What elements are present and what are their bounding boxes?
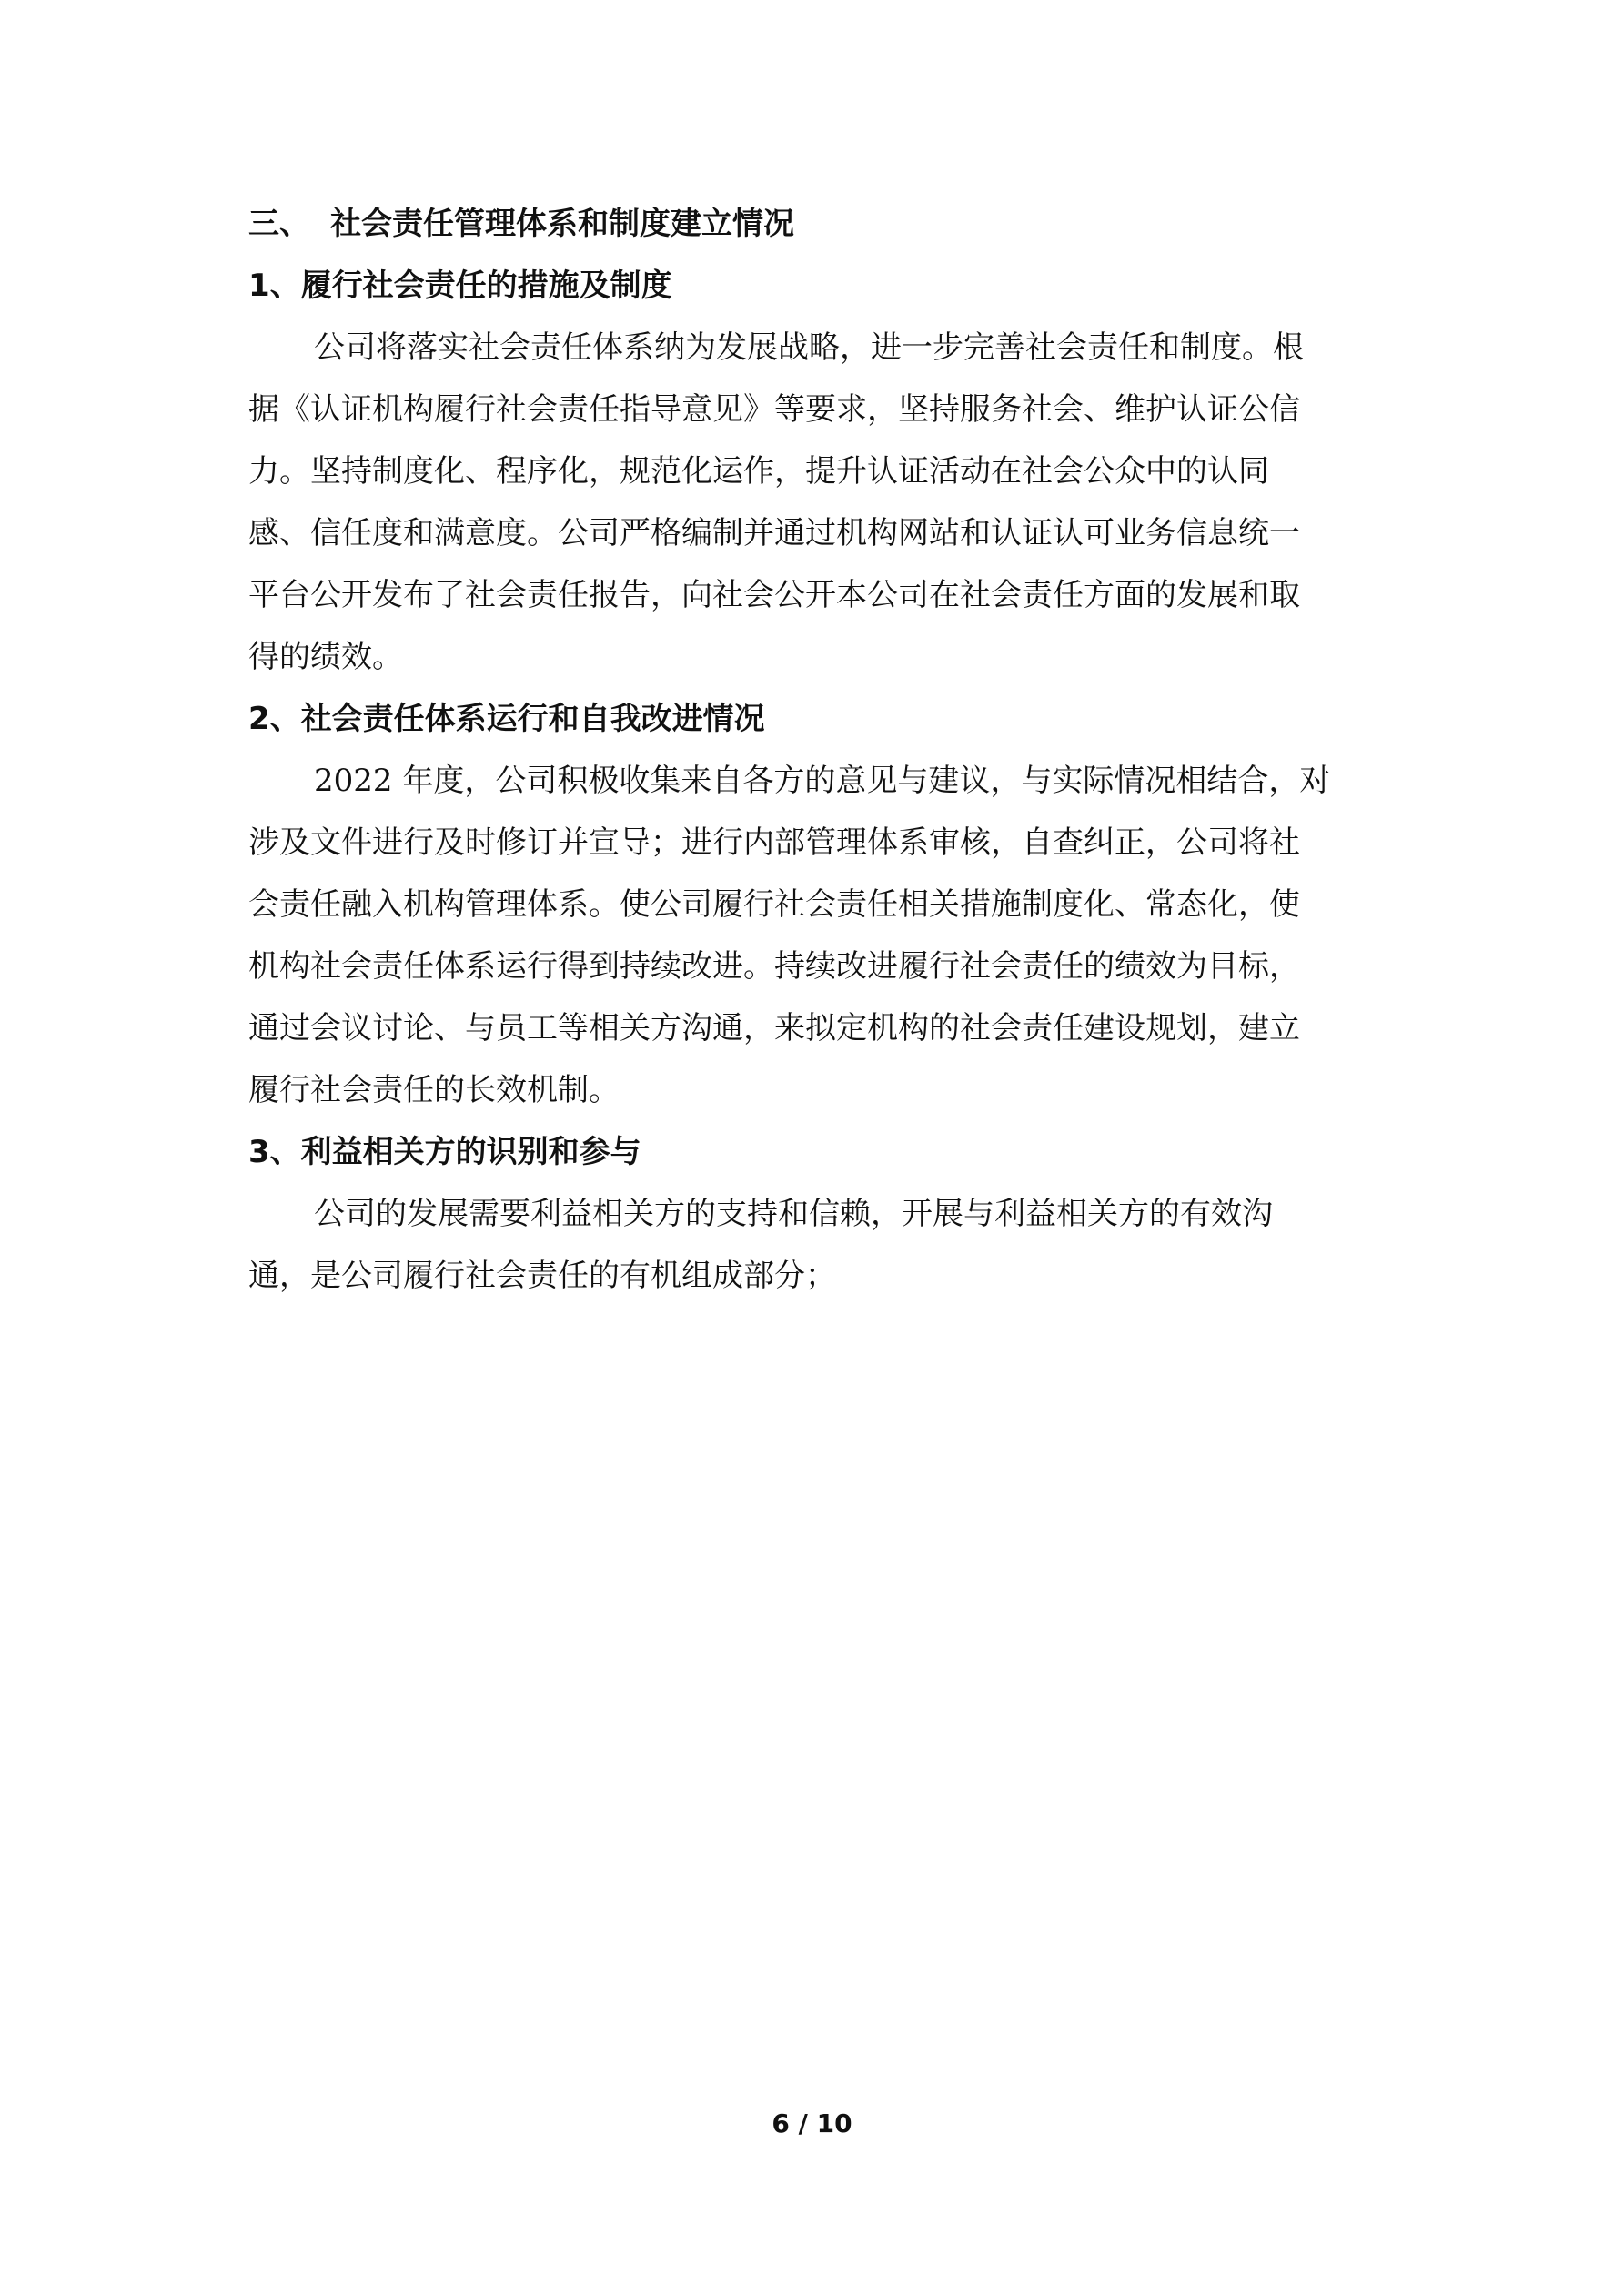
subsection-paragraph-2 <box>248 750 1381 1121</box>
paragraph-line: 会责任融入机构管理体系。使公司履行社会责任相关措施制度化、常态化，使 <box>248 886 1300 923</box>
subsection-heading-3: 3、利益相关方的识别和参与 <box>248 1134 641 1170</box>
paragraph-line: 感、信任度和满意度。公司严格编制并通过机构网站和认证认可业务信息统一 <box>248 515 1300 551</box>
paragraph-line: 履行社会责任的长效机制。 <box>248 1072 620 1108</box>
paragraph-line: 通，是公司履行社会责任的有机组成部分； <box>248 1258 836 1294</box>
paragraph-line: 力。坚持制度化、程序化，规范化运作，提升认证活动在社会公众中的认同 <box>248 453 1269 490</box>
section-title: 社会责任管理体系和制度建立情况 <box>330 206 794 242</box>
paragraph-line: 公司的发展需要利益相关方的支持和信赖，开展与利益相关方的有效沟 <box>314 1196 1273 1232</box>
page-number: 6 / 10 <box>772 2108 852 2138</box>
paragraph-line: 据《认证机构履行社会责任指导意见》等要求，坚持服务社会、维护认证公信 <box>248 391 1300 428</box>
page-content <box>248 193 1381 1307</box>
paragraph-line: 通过会议讨论、与员工等相关方沟通，来拟定机构的社会责任建设规划，建立 <box>248 1010 1300 1046</box>
subsection-paragraph-3 <box>248 1183 1381 1307</box>
section-heading <box>248 193 1381 255</box>
paragraph-line: 公司将落实社会责任体系纳为发展战略，进一步完善社会责任和制度。根 <box>314 329 1304 366</box>
paragraph-line: 平台公开发布了社会责任报告，向社会公开本公司在社会责任方面的发展和取 <box>248 577 1300 613</box>
paragraph-line: 得的绩效。 <box>248 639 403 675</box>
paragraph-line: 2022 年度，公司积极收集来自各方的意见与建议，与实际情况相结合，对 <box>314 763 1331 799</box>
paragraph-line: 机构社会责任体系运行得到持续改进。持续改进履行社会责任的绩效为目标， <box>248 948 1300 985</box>
section-number: 三、 <box>248 206 310 242</box>
subsection-heading-1: 1、履行社会责任的措施及制度 <box>248 268 672 304</box>
paragraph-line: 涉及文件进行及时修订并宣导；进行内部管理体系审核，自查纠正，公司将社 <box>248 824 1300 861</box>
subsection-paragraph-1 <box>248 317 1381 688</box>
subsection-heading-2: 2、社会责任体系运行和自我改进情况 <box>248 701 765 737</box>
